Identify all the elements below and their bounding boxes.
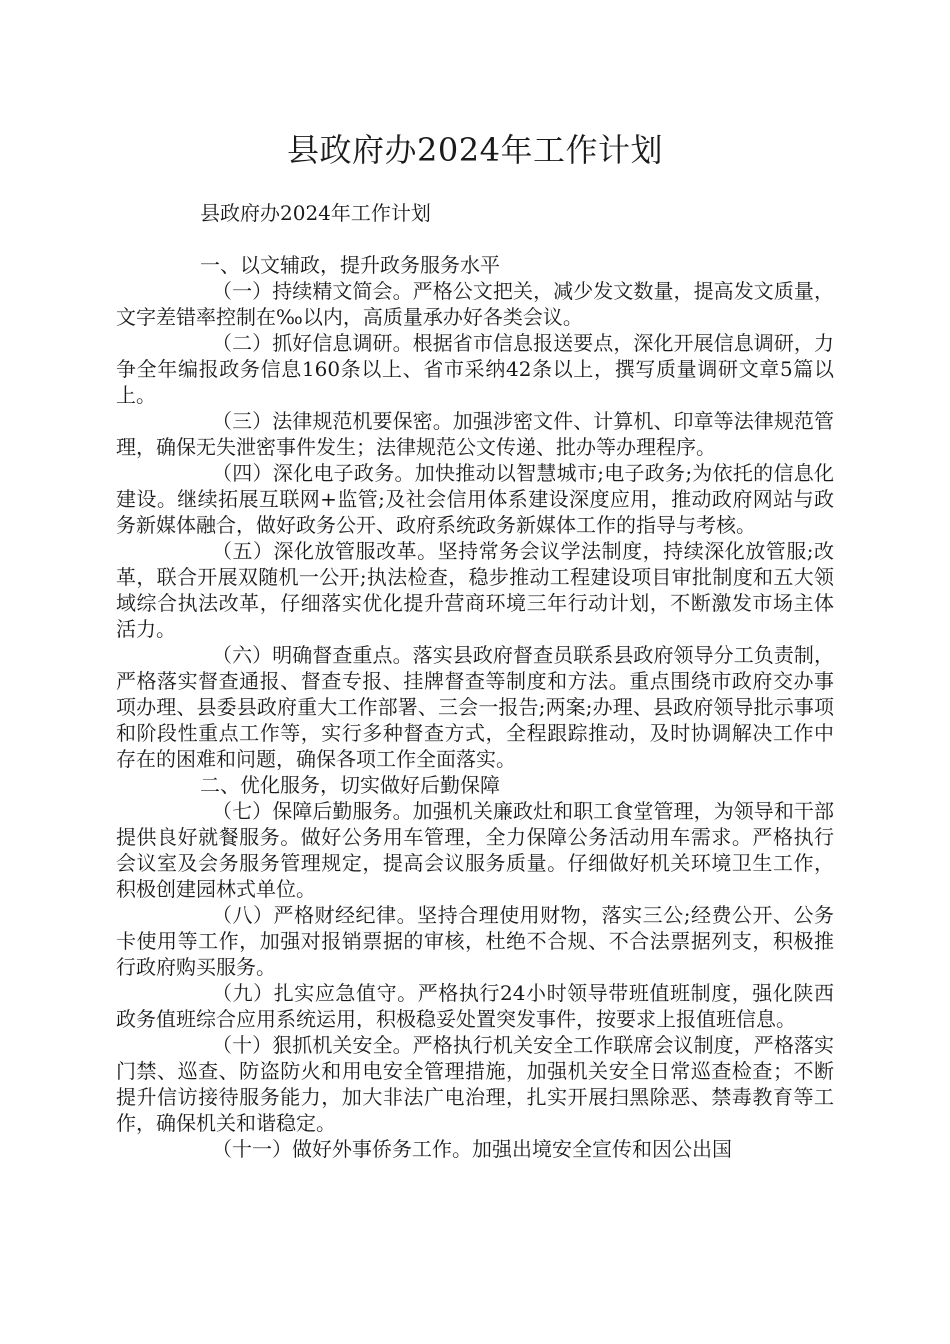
paragraph: （十一）做好外事侨务工作。加强出境安全宣传和因公出国 (212, 1137, 732, 1161)
paragraph: （一）持续精文简会。严格公文把关，减少发文数量，提高发文质量，文字差错率控制在‰以内，高质量承办好各类会议。 (116, 279, 834, 329)
document-page (116, 126, 834, 1162)
paragraph: （七）保障后勤服务。加强机关廉政灶和职工食堂管理，为领导和干部提供良好就餐服务。做好公务用车管理，全力保障公务活动用车需求。严格执行会议室及会务服务管理规定，提高会议服务质量。仔细做好机关环境卫生工作，积极创建园林式单位。 (116, 799, 834, 901)
paragraph: （三）法律规范机要保密。加强涉密文件、计算机、印章等法律规范管理，确保无失泄密事件发生；法律规范公文传递、批办等办理程序。 (116, 409, 834, 459)
paragraph: （五）深化放管服改革。坚持常务会议学法制度，持续深化放管服;改革，联合开展双随机一公开;执法检查，稳步推动工程建设项目审批制度和五大领域综合执法改革，仔细落实优化提升营商环境三年行动计划，不断激发市场主体活力。 (116, 539, 834, 641)
paragraph: （九）扎实应急值守。严格执行24小时领导带班值班制度，强化陕西政务值班综合应用系统运用，积极稳妥处置突发事件，按要求上报值班信息。 (116, 981, 834, 1031)
section-heading: 一、以文辅政，提升政务服务水平 (200, 253, 500, 277)
document-body (116, 252, 834, 1162)
paragraph: （十）狠抓机关安全。严格执行机关安全工作联席会议制度，严格落实门禁、巡查、防盗防火和用电安全管理措施，加强机关安全日常巡查检查；不断提升信访接待服务能力，加大非法广电治理，扎实开展扫黑除恶、禁毒教育等工作，确保机关和谐稳定。 (116, 1033, 834, 1135)
document-subtitle: 县政府办2024年工作计划 (200, 201, 431, 225)
paragraph: （四）深化电子政务。加快推动以智慧城市;电子政务;为依托的信息化建设。继续拓展互联网+监管;及社会信用体系建设深度应用，推动政府网站与政务新媒体融合，做好政务公开、政府系统政务新媒体工作的指导与考核。 (116, 461, 834, 537)
document-title: 县政府办2024年工作计划 (287, 131, 663, 169)
paragraph: （八）严格财经纪律。坚持合理使用财物，落实三公;经费公开、公务卡使用等工作，加强对报销票据的审核，杜绝不合规、不合法票据列支，积极推行政府购买服务。 (116, 903, 834, 979)
paragraph: （六）明确督查重点。落实县政府督查员联系县政府领导分工负责制，严格落实督查通报、督查专报、挂牌督查等制度和方法。重点围绕市政府交办事项办理、县委县政府重大工作部署、三会一报告;两案;办理、县政府领导批示事项和阶段性重点工作等，实行多种督查方式，全程跟踪推动，及时协调解决工作中存在的困难和问题，确保各项工作全面落实。 (116, 643, 834, 771)
paragraph: （二）抓好信息调研。根据省市信息报送要点，深化开展信息调研，力争全年编报政务信息160条以上、省市采纳42条以上，撰写质量调研文章5篇以上。 (116, 331, 834, 407)
section-heading: 二、优化服务，切实做好后勤保障 (200, 773, 500, 797)
